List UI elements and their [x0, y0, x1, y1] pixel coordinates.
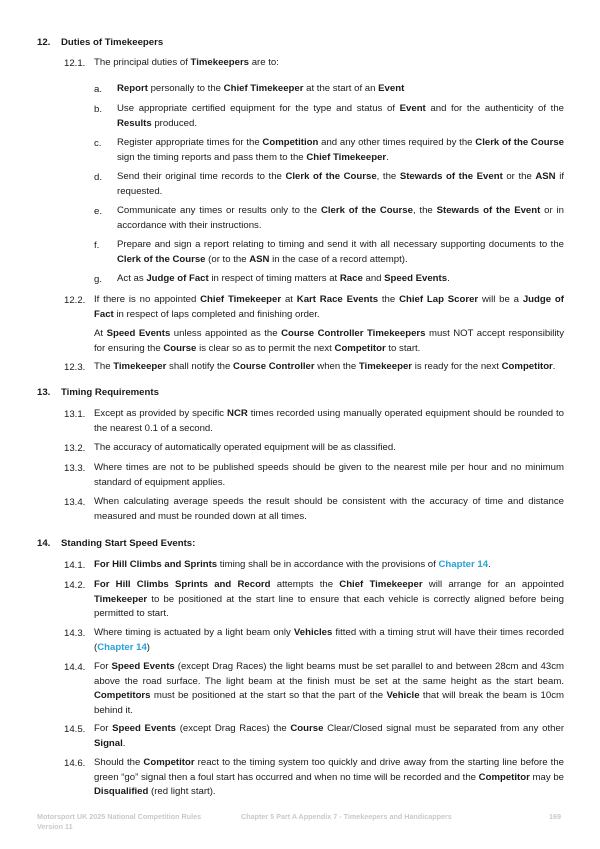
item-letter: b.: [94, 104, 103, 115]
section-13-number: 13.: [37, 387, 51, 398]
clause-number: 13.1.: [64, 409, 86, 420]
clause-text: Should the Competitor react to the timing system too quickly and drive away from the starting line before the green “go” signal then a foul start has occurred and when no time will be recorded and the Competitor may be Disqualified (red light start).: [94, 757, 565, 797]
clause-number: 14.1.: [64, 560, 86, 571]
footer-document-title: Motorsport UK 2025 National Competition Rules: [37, 812, 202, 821]
section-14-title: Standing Start Speed Events:: [61, 538, 196, 549]
item-letter: f.: [94, 240, 100, 251]
clause-text: When calculating average speeds the result should be consistent with the accuracy of time and distance measured and must be rounded down at all times.: [94, 496, 564, 522]
item-letter: e.: [94, 206, 103, 217]
item-text: Send their original time records to the Clerk of the Course, the Stewards of the Event or the ASN if requested.: [117, 171, 564, 197]
item-text: Use appropriate certified equipment for the type and status of Event and for the authenticity of the Results produced.: [117, 103, 564, 129]
clause-number: 14.5.: [64, 724, 86, 735]
clause-number: 13.4.: [64, 497, 86, 508]
clause-text: Where timing is actuated by a light beam only Vehicles fitted with a timing strut will have their times recorded (Chapter 14): [94, 627, 564, 653]
item-letter: a.: [94, 84, 103, 95]
clause-text: For Hill Climbs Sprints and Record attempts the Chief Timekeeper will arrange for an appointed Timekeeper to be positioned at the start line to ensure that each vehicle is correctly aligned before being permitted to start.: [94, 579, 565, 619]
item-text: Communicate any times or results only to the Clerk of the Course, the Stewards of the Event or in accordance with their instructions.: [117, 205, 564, 231]
item-text: Register appropriate times for the Competition and any other times required by the Clerk of the Course sign the timing reports and pass them to the Chief Timekeeper.: [117, 137, 564, 163]
clause-text: For Hill Climbs and Sprints timing shall be in accordance with the provisions of Chapter 14.: [94, 559, 491, 570]
clause-number: 12.1.: [64, 58, 86, 69]
clause-number: 13.3.: [64, 463, 86, 474]
item-text: Act as Judge of Fact in respect of timing matters at Race and Speed Events.: [117, 273, 450, 284]
clause-number: 12.3.: [64, 362, 86, 373]
item-text: Report personally to the Chief Timekeeper at the start of an Event: [117, 83, 405, 94]
item-letter: d.: [94, 172, 103, 183]
section-12-title: Duties of Timekeepers: [61, 37, 164, 48]
item-text: Prepare and sign a report relating to timing and send it with all necessary supporting documents to the Clerk of the Course (or to the ASN in the case of a record attempt).: [117, 239, 564, 265]
clause-text: The Timekeeper shall notify the Course Controller when the Timekeeper is ready for the next Competitor.: [94, 361, 556, 372]
clause-text: The principal duties of Timekeepers are to:: [94, 57, 279, 68]
clause-text: Where times are not to be published speeds should be given to the nearest mile per hour and no minimum standard of equipment applies.: [94, 462, 564, 488]
clause-text: Except as provided by specific NCR times recorded using manually operated equipment should be rounded to the nearest 0.1 of a second.: [94, 408, 564, 434]
section-14-number: 14.: [37, 538, 51, 549]
footer-chapter: Chapter 5 Part A Appendix 7 - Timekeepers and Handicappers: [241, 812, 452, 821]
clause-text: At Speed Events unless appointed as the Course Controller Timekeepers must NOT accept responsibility for ensuring the Course is clear so as to permit the next Competitor to start.: [94, 328, 565, 354]
clause-number: 13.2.: [64, 443, 86, 454]
clause-text: If there is no appointed Chief Timekeeper at Kart Race Events the Chief Lap Scorer will be a Judge of Fact in respect of laps completed and finishing order.: [94, 294, 564, 320]
section-13-title: Timing Requirements: [61, 387, 159, 398]
clause-number: 14.3.: [64, 628, 86, 639]
footer-version: Version 11: [37, 822, 73, 831]
clause-number: 14.4.: [64, 662, 86, 673]
footer-page-number: 169: [549, 812, 561, 821]
clause-number: 14.2.: [64, 580, 86, 591]
clause-number: 14.6.: [64, 758, 86, 769]
item-letter: c.: [94, 138, 102, 149]
clause-text: For Speed Events (except Drag Races) the light beams must be set parallel to and between 28cm and 43cm above the road surface. The light beam at the finish must be set at the same height as the start beam. Competitors must be positioned at the start so that the part of the Vehicle that will break the beam is 10cm behind it.: [94, 661, 565, 716]
clause-text: The accuracy of automatically operated equipment will be as classified.: [94, 442, 396, 453]
section-12-number: 12.: [37, 37, 51, 48]
item-letter: g.: [94, 274, 103, 285]
clause-text: For Speed Events (except Drag Races) the Course Clear/Closed signal must be separated from any other Signal.: [94, 723, 565, 749]
clause-number: 12.2.: [64, 295, 86, 306]
